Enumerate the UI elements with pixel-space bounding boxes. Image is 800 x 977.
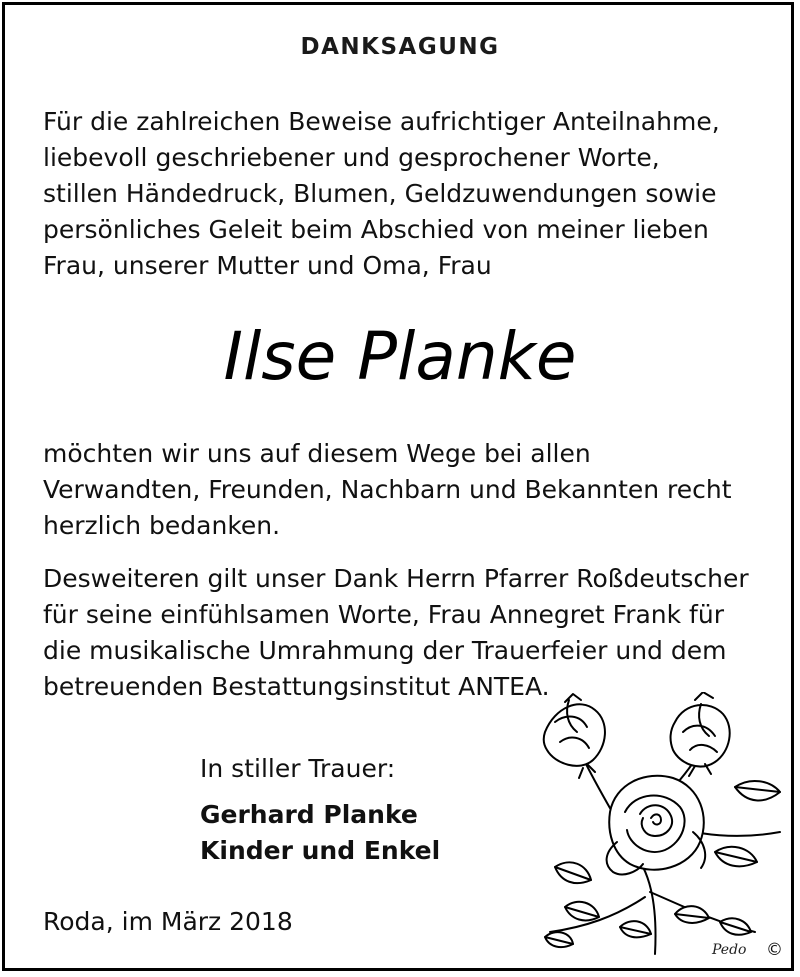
signer-name: Gerhard Planke	[200, 800, 418, 829]
copyright-symbol: ©	[766, 940, 783, 960]
further-line: die musikalische Umrahmung der Trauerfeier und dem	[43, 636, 727, 665]
intro-paragraph	[43, 104, 763, 284]
thanks-line: Verwandten, Freunden, Nachbarn und Bekannten recht	[43, 475, 732, 504]
notice-heading: DANKSAGUNG	[300, 34, 500, 60]
deceased-name: Ilse Planke	[223, 318, 577, 395]
intro-line: liebevoll geschriebener und gesprochener Worte,	[43, 143, 660, 172]
mourning-label: In stiller Trauer:	[200, 754, 396, 783]
signer-name: Kinder und Enkel	[200, 836, 441, 865]
artist-credit: Pedo	[712, 942, 747, 958]
further-line: für seine einfühlsamen Worte, Frau Annegret Frank für	[43, 600, 724, 629]
intro-line: stillen Händedruck, Blumen, Geldzuwendungen sowie	[43, 179, 717, 208]
further-line: betreuenden Bestattungsinstitut ANTEA.	[43, 672, 550, 701]
further-thanks-paragraph	[43, 561, 763, 705]
intro-line: Für die zahlreichen Beweise aufrichtiger Anteilnahme,	[43, 107, 720, 136]
thanks-line: möchten wir uns auf diesem Wege bei allen	[43, 439, 591, 468]
signers-block	[200, 797, 440, 869]
roses-illustration-icon	[525, 692, 790, 960]
intro-line: Frau, unserer Mutter und Oma, Frau	[43, 251, 492, 280]
place-date: Roda, im März 2018	[43, 907, 293, 936]
further-line: Desweiteren gilt unser Dank Herrn Pfarrer Roßdeutscher	[43, 564, 749, 593]
thanks-line: herzlich bedanken.	[43, 511, 281, 540]
thanks-paragraph	[43, 436, 763, 544]
intro-line: persönliches Geleit beim Abschied von meiner lieben	[43, 215, 709, 244]
